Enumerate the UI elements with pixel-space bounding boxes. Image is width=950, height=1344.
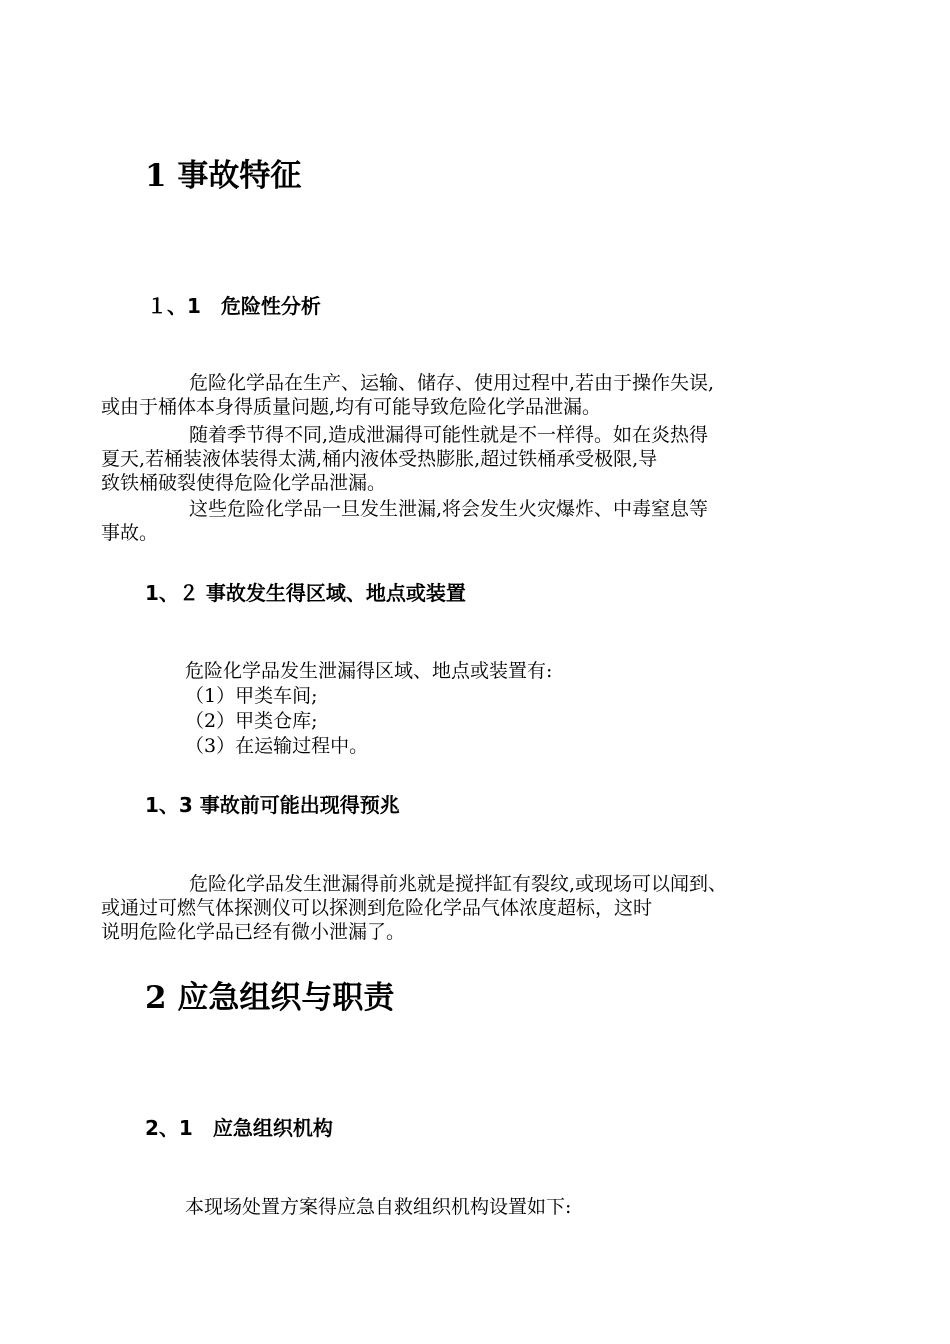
- list-item: （2）甲类仓库;: [185, 710, 318, 732]
- section-1-1-paragraph-3: [101, 497, 825, 545]
- section-1-1-paragraph-2: [101, 423, 825, 495]
- text-line: 致铁桶破裂使得危险化学品泄漏。: [101, 472, 387, 494]
- text-line: 或通过可燃气体探测仪可以探测到危险化学品气体浓度超标，这时: [101, 897, 653, 919]
- section-1-3-heading: 1、3 事故前可能出现得预兆: [145, 793, 400, 817]
- section-1-2-heading: 1、２ 事故发生得区域、地点或装置: [145, 581, 466, 605]
- text-line: 事故。: [101, 522, 159, 544]
- text-line: 或由于桶体本身得质量问题,均有可能导致危险化学品泄漏。: [101, 396, 602, 418]
- text-line: 危险化学品在生产、运输、储存、使用过程中,若由于操作失误,: [189, 372, 715, 394]
- text-line: 这些危险化学品一旦发生泄漏,将会发生火灾爆炸、中毒窒息等: [189, 498, 709, 520]
- list-item: （3）在运输过程中。: [185, 735, 369, 757]
- section-1-heading: 1 事故特征: [145, 158, 302, 194]
- section-2-heading: 2 应急组织与职责: [145, 980, 395, 1016]
- text-line: 说明危险化学品已经有微小泄漏了。: [101, 921, 406, 943]
- section-2-1-heading: 2、1 应急组织机构: [145, 1116, 333, 1140]
- text-line: 夏天,若桶装液体装得太满,桶内液体受热膨胀,超过铁桶承受极限,导: [101, 448, 658, 470]
- text-line: 危险化学品发生泄漏得前兆就是搅拌缸有裂纹,或现场可以闻到、: [189, 873, 728, 895]
- section-1-1-heading: １、1 危险性分析: [147, 294, 321, 318]
- section-1-3-paragraph: [101, 872, 825, 944]
- section-1-1-paragraph-1: [101, 371, 825, 419]
- text-line: 随着季节得不同,造成泄漏得可能性就是不一样得。如在炎热得: [189, 424, 709, 446]
- list-item: （1）甲类车间;: [185, 685, 318, 707]
- section-1-2-intro: 危险化学品发生泄漏得区域、地点或装置有:: [185, 660, 553, 682]
- section-2-1-paragraph: 本现场处置方案得应急自救组织机构设置如下:: [185, 1196, 572, 1218]
